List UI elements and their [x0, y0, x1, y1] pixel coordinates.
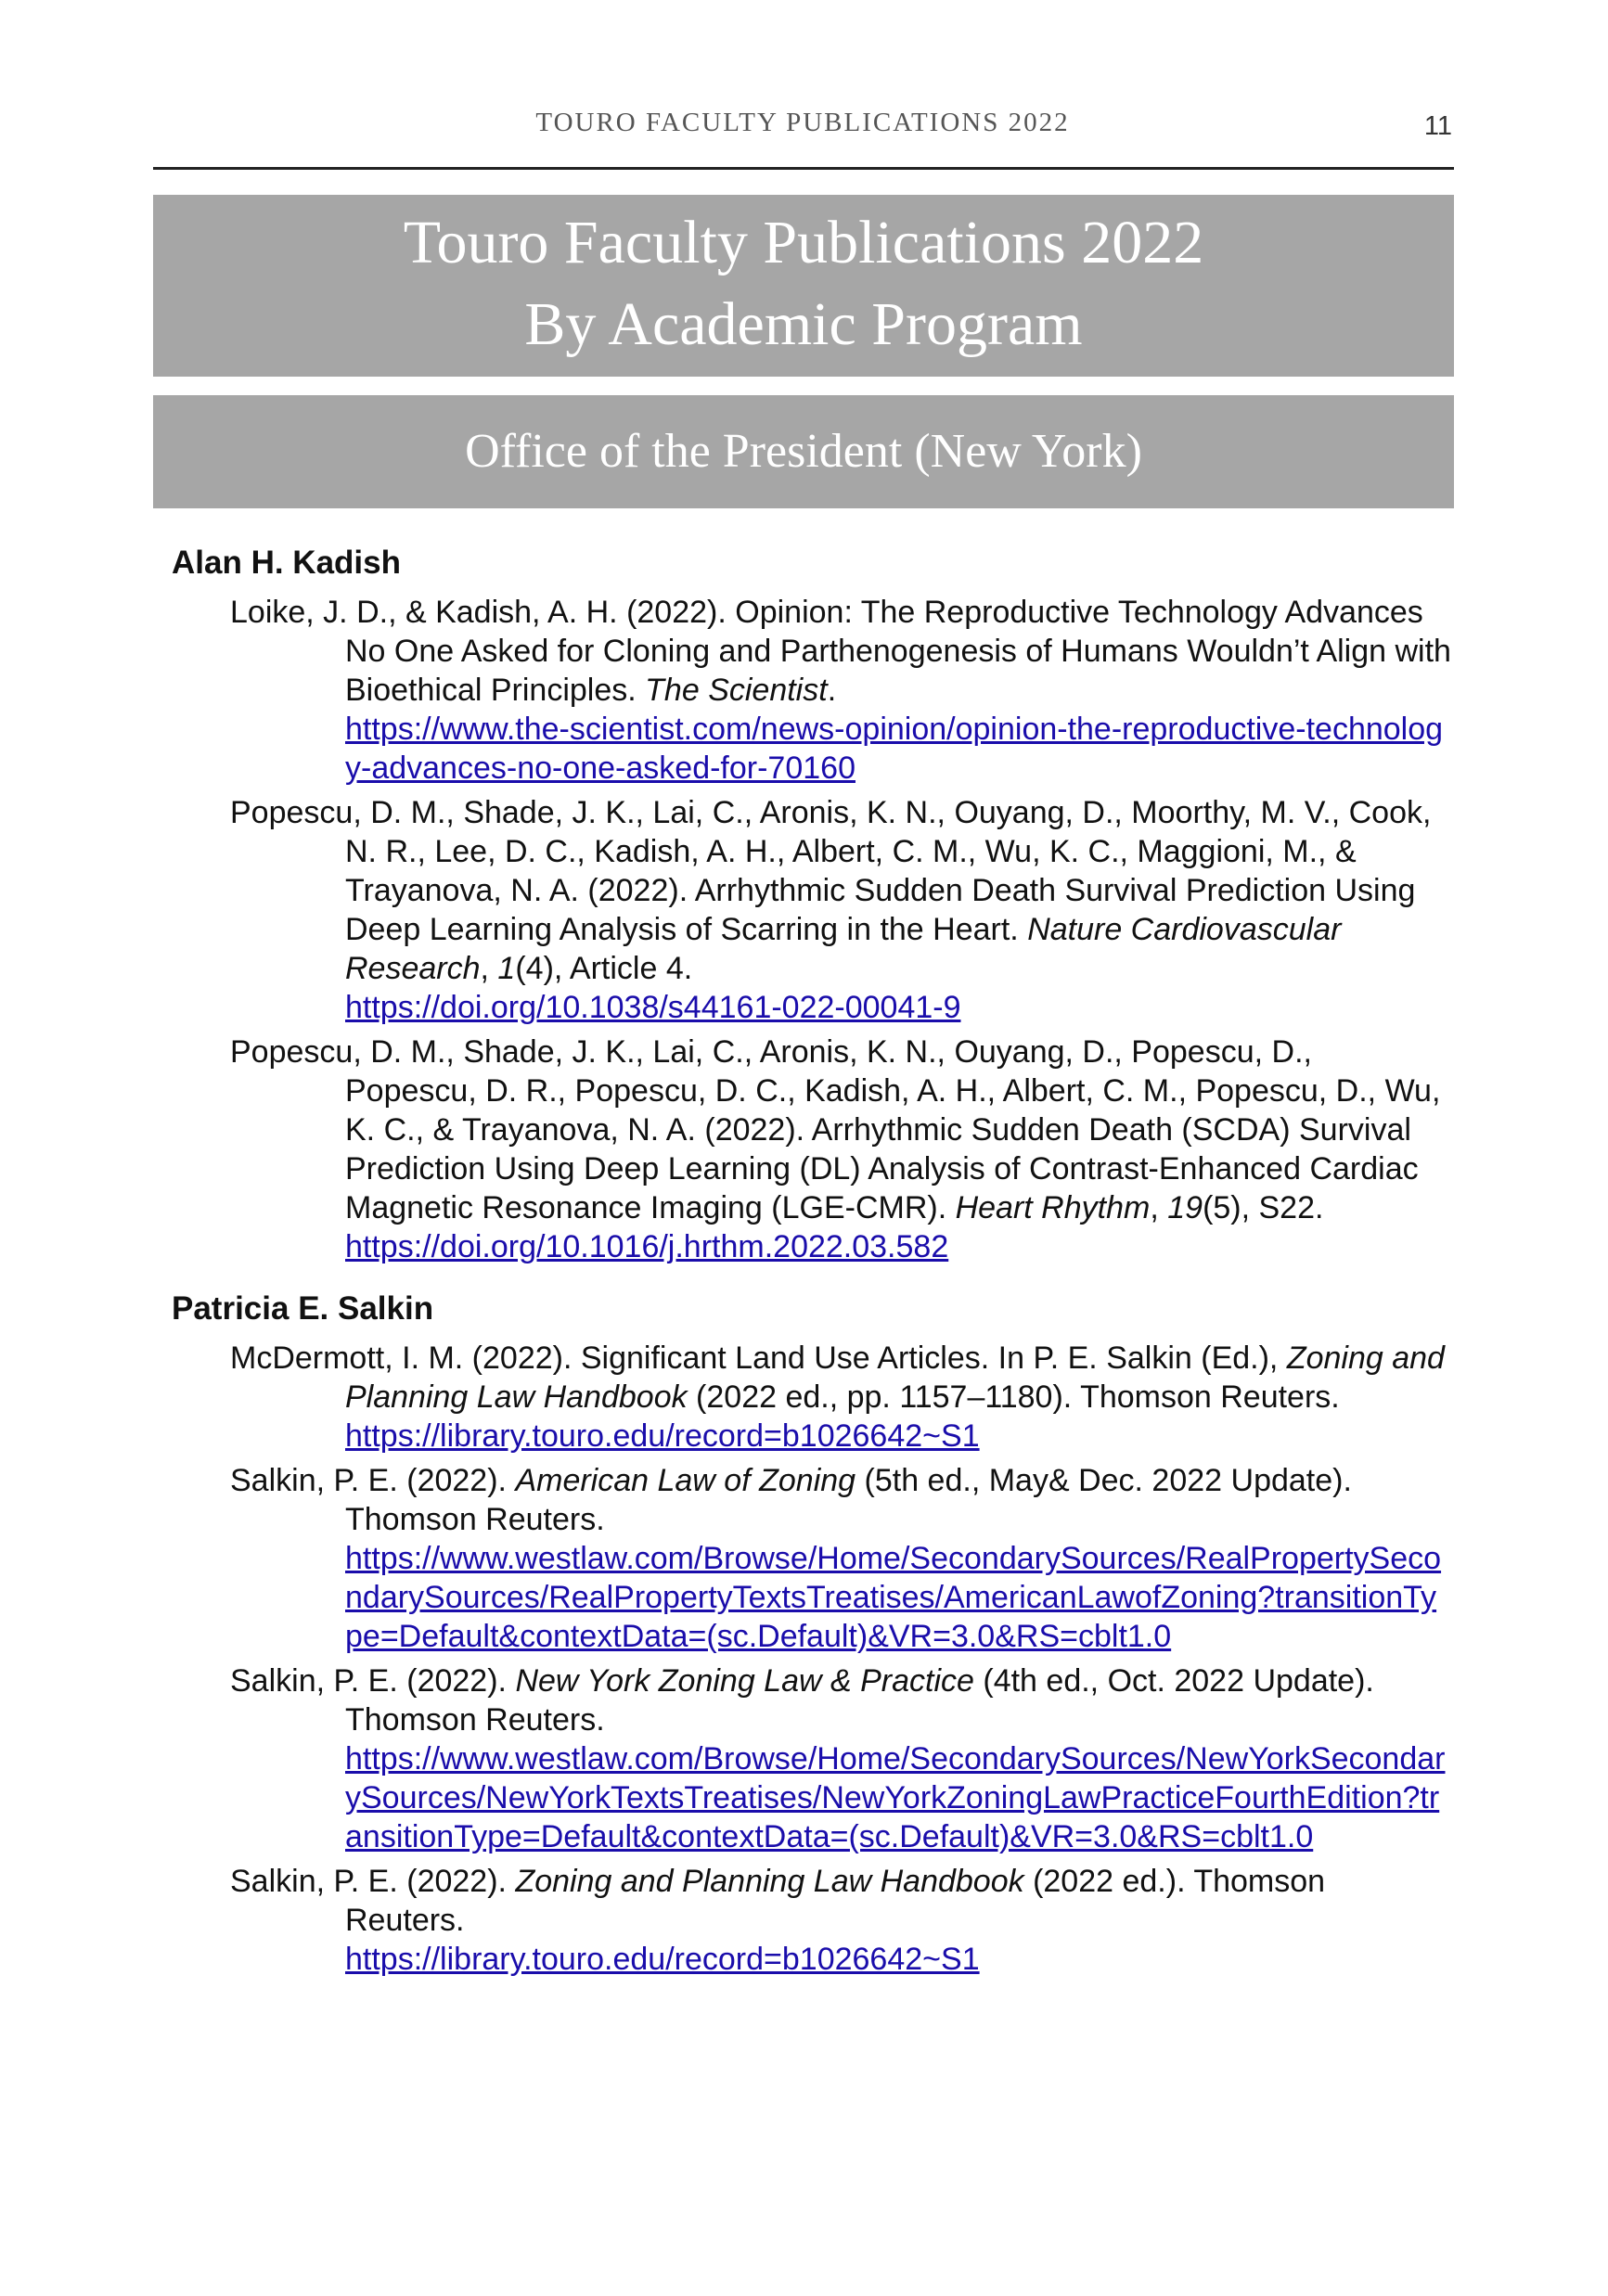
citation-entry [172, 1339, 1452, 1456]
citation-journal: Nature Cardiovascular Research [345, 912, 1342, 986]
running-title: TOURO FACULTY PUBLICATIONS 2022 [535, 108, 1070, 137]
citation-text: (2022 ed.). Thomson Reuters. [345, 1864, 1326, 1938]
author-name: Alan H. Kadish [172, 545, 401, 581]
citation-link[interactable]: https://doi.org/10.1016/j.hrthm.2022.03.582 [345, 1229, 949, 1264]
citation-text: Popescu, D. M., Shade, J. K., Lai, C., Aronis, K. N., Ouyang, D., Moorthy, M. V., Cook, N. R., Lee, D. C., Kadish, A. H., Albert, C. M., Wu, K. C., Maggioni, M., & Trayanova, N. A. (2022). Arrhythmic Sudden Death Survival Prediction Using Deep Learning Analysis of Scarring in the Heart. [230, 795, 1432, 947]
citation-text: Loike, J. D., & Kadish, A. H. (2022). Opinion: The Reproductive Technology Advances No One Asked for Cloning and Parthenogenesis of Humans Wouldn’t Align with Bioethical Principles. [230, 595, 1451, 708]
page-number: 11 [1423, 111, 1452, 141]
citation-journal: New York Zoning Law & Practice [515, 1663, 974, 1699]
section-banner: Office of the President (New York) [153, 395, 1454, 508]
citation-journal: Zoning and Planning Law Handbook [345, 1340, 1445, 1415]
citation-text: . [827, 673, 837, 708]
running-header [153, 104, 1452, 150]
citation-entry [172, 1862, 1452, 1979]
author-name: Patricia E. Salkin [172, 1290, 434, 1327]
citation-link[interactable]: https://doi.org/10.1038/s44161-022-00041-9 [345, 990, 961, 1025]
citation-link[interactable]: https://www.westlaw.com/Browse/Home/SecondarySources/RealPropertySecondarySources/RealPropertyTextsTreatises/AmericanLawofZoning?transitionType=Default&contextData=(sc.Default)&VR=3.0&RS=cblt1.0 [345, 1541, 1442, 1654]
header-rule [153, 167, 1454, 170]
citation-text: (5th ed., May& Dec. 2022 Update). Thomson Reuters. [345, 1463, 1352, 1537]
citation-text: (5), S22. [1203, 1190, 1324, 1225]
citation-entry [172, 593, 1452, 788]
title-line-1: Touro Faculty Publications 2022 [403, 209, 1204, 276]
citation-volume: 1 [497, 951, 516, 986]
citation-text: , [1150, 1190, 1168, 1225]
citation-text: (2022 ed., pp. 1157–1180). Thomson Reuters. [687, 1379, 1340, 1415]
citation-journal: American Law of Zoning [515, 1463, 856, 1498]
title-line-2: By Academic Program [524, 290, 1083, 358]
citation-entry [172, 1461, 1452, 1656]
citation-text: McDermott, I. M. (2022). Significant Land Use Articles. In P. E. Salkin (Ed.), [230, 1340, 1287, 1376]
citation-link[interactable]: https://www.the-scientist.com/news-opinion/opinion-the-reproductive-technology-advances-no-one-asked-for-70160 [345, 712, 1444, 786]
citation-entry [172, 793, 1452, 1027]
citation-link[interactable]: https://library.touro.edu/record=b1026642~S1 [345, 1942, 980, 1977]
citation-text: (4), Article 4. [515, 951, 693, 986]
citation-text: (4th ed., Oct. 2022 Update). Thomson Reuters. [345, 1663, 1374, 1738]
citation-journal: The Scientist [645, 673, 828, 708]
citation-text: , [480, 951, 498, 986]
publication-list [172, 533, 1452, 1984]
citation-journal: Heart Rhythm [955, 1190, 1151, 1225]
citation-text: Salkin, P. E. (2022). [230, 1463, 516, 1498]
citation-text: Popescu, D. M., Shade, J. K., Lai, C., Aronis, K. N., Ouyang, D., Popescu, D., Popescu, D. R., Popescu, D. C., Kadish, A. H., Albert, C. M., Popescu, D., Wu, K. C., & Trayanova, N. A. (2022). Arrhythmic Sudden Death (SCDA) Survival Prediction Using Deep Learning (DL) Analysis of Contrast-Enhanced Cardiac Magnetic Resonance Imaging (LGE-CMR). [230, 1034, 1441, 1225]
citation-text: Salkin, P. E. (2022). [230, 1663, 516, 1699]
citation-entry [172, 1033, 1452, 1266]
citation-journal: Zoning and Planning Law Handbook [515, 1864, 1024, 1899]
citation-link[interactable]: https://library.touro.edu/record=b1026642~S1 [345, 1418, 980, 1454]
citation-text: Salkin, P. E. (2022). [230, 1864, 516, 1899]
citation-link[interactable]: https://www.westlaw.com/Browse/Home/SecondarySources/NewYorkSecondarySources/NewYorkTextsTreatises/NewYorkZoningLawPracticeFourthEdition?transitionType=Default&contextData=(sc.Default)&VR=3.0&RS=cblt1.0 [345, 1741, 1446, 1854]
citation-volume: 19 [1167, 1190, 1203, 1225]
citation-entry [172, 1661, 1452, 1856]
title-banner [153, 195, 1454, 377]
